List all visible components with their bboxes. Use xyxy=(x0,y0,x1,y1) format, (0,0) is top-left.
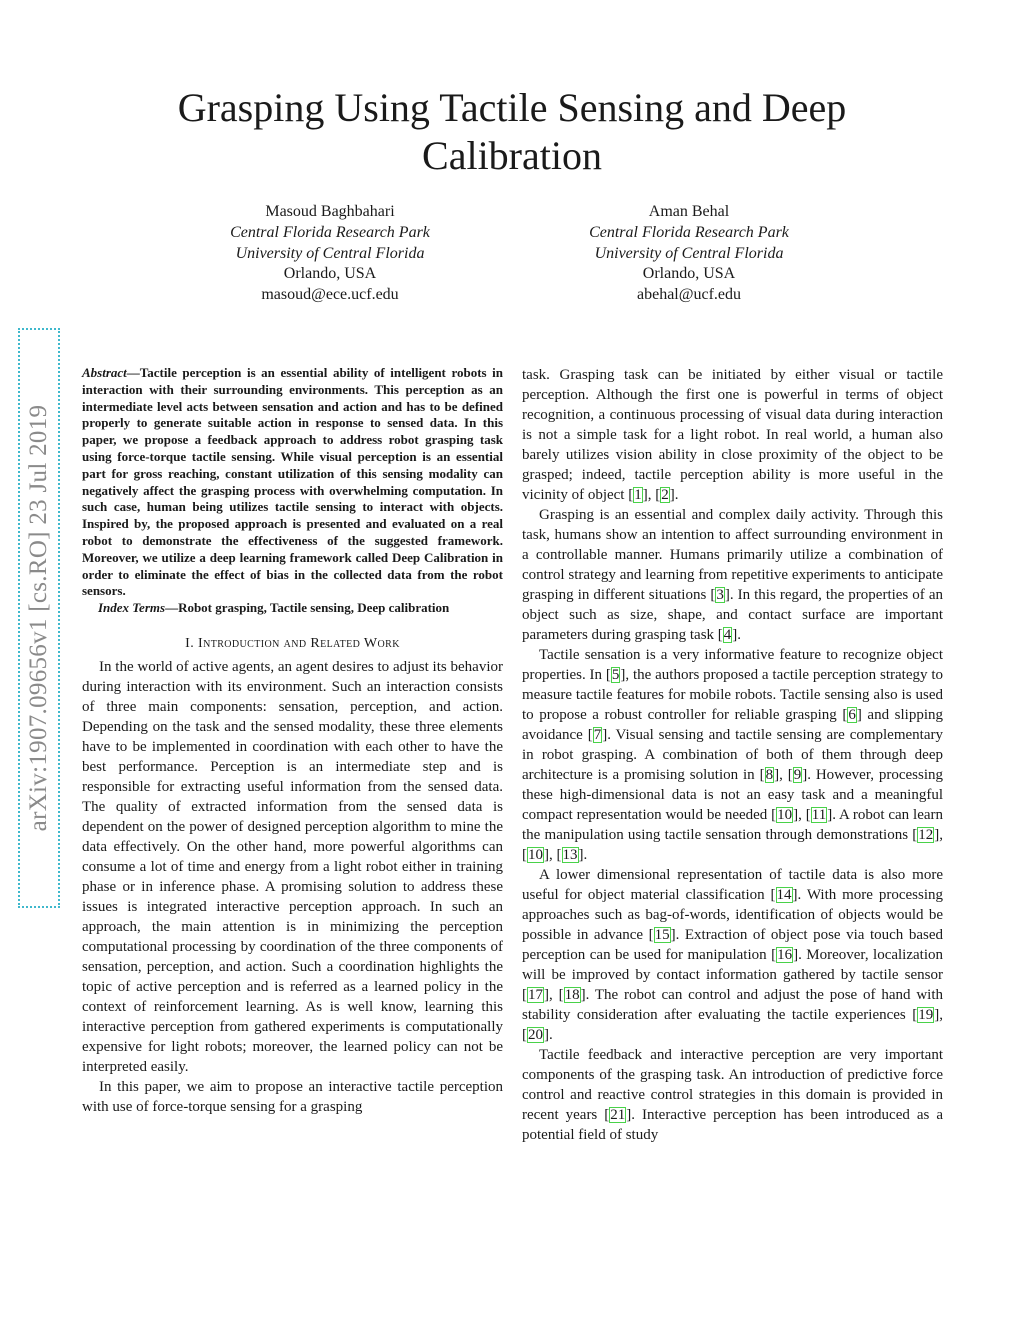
text-run: . xyxy=(674,487,679,503)
section-heading xyxy=(82,635,503,653)
text-run: . Visual sensing and tactile sensing are complementary in robot grasping. A combination of both of them through deep architecture is a promising solution in xyxy=(522,727,943,783)
citation-link[interactable]: 13 xyxy=(562,847,578,863)
index-terms xyxy=(82,600,503,617)
text-run: , xyxy=(647,487,656,503)
citation-link[interactable]: 10 xyxy=(777,807,793,823)
text-run: . In this regard, the properties of an object such as size, shape, and contact surface are important parameters during grasping task xyxy=(522,587,943,643)
citation-link[interactable]: 8 xyxy=(765,767,774,783)
text-run: , xyxy=(798,807,806,823)
text-run: . With more processing approaches such as bag-of-words, identification of objects would be possible in advance xyxy=(522,887,943,943)
section-number: I. xyxy=(185,635,195,651)
text-run: Tactile sensation is a very informative feature to recognize object properties. In xyxy=(522,647,943,683)
citation-link[interactable]: 18 xyxy=(564,987,580,1003)
author-location: Orlando, USA xyxy=(642,265,736,283)
author-block-2 xyxy=(529,202,849,306)
abstract-text: —Tactile perception is an essential ability of intelligent robots in interaction with their surrounding environments. This perception as an intermediate level acts between sensation and action and has to be defined properly to generate suitable action in response to sensed data. In this paper, we propose a feedback approach to address robot grasping task using force-torque tactile sensing. While visual perception is an essential part for gross reaching, constant utilization of this sensing modality can negatively affect the grasping process with overwhelming computation. In such case, human being utilizes tactile sensing to interact with objects. Inspired by, the proposed approach is presented and evaluated on a real robot to demonstrate the effectiveness of the suggested framework. Moreover, we utilize a deep learning framework called Deep Calibration in order to eliminate the effect of bias in the collected data from the robot sensors. xyxy=(82,365,503,599)
author-name: Masoud Baghbahari xyxy=(265,203,395,220)
text-run: . Moreover, localization will be improved by contact information gathered by tactile sensor xyxy=(522,947,943,983)
citation-link[interactable]: 10 xyxy=(528,847,543,863)
text-run: . The robot can control and adjust the pose of hand with stability consideration after evaluating the tactile experiences xyxy=(522,987,943,1023)
text-run: , xyxy=(549,847,557,863)
text-run: Grasping is an essential and complex daily activity. Through this task, humans show an intention to affect surrounding environment in a controllable manner. Humans primarily utilize a combination of control strategy and learning from repetitive experiments to anticipate grasping in different situations xyxy=(522,507,943,603)
section-title: Introduction and Related Work xyxy=(198,635,400,651)
author-email: masoud@ece.ucf.edu xyxy=(261,286,399,304)
author-affiliation: Central Florida Research Park xyxy=(589,223,789,241)
citation-link[interactable]: 21 xyxy=(610,1107,626,1123)
citation-link[interactable]: 4 xyxy=(723,627,732,643)
text-run: , xyxy=(549,987,559,1003)
author-affiliation: University of Central Florida xyxy=(594,244,784,262)
citation-link[interactable]: 2 xyxy=(661,487,669,503)
paper-title: Grasping Using Tactile Sensing and Deep Calibration xyxy=(177,85,847,178)
author-affiliation: Central Florida Research Park xyxy=(230,223,430,241)
text-run: , xyxy=(779,767,788,783)
arxiv-stamp[interactable] xyxy=(18,328,60,908)
text-run: . Extraction of object pose via touch based perception can be used for manipulation xyxy=(522,927,943,963)
text-run: A lower dimensional representation of tactile data is also more useful for object material classification xyxy=(522,867,943,903)
right-column xyxy=(522,365,943,1145)
author-affiliation: University of Central Florida xyxy=(235,244,425,262)
index-terms-label: Index Terms xyxy=(98,600,166,616)
citation-link[interactable]: 15 xyxy=(654,927,670,943)
text-run: . However, processing these high-dimensional data is not an easy task and a meaningful compact representation would be needed xyxy=(522,767,944,823)
text-run: task. Grasping task can be initiated by either visual or tactile perception. Although the first one is powerful in terms of object recognition, a continuous processing of visual data during interaction is not a simple task for a light robot. In real world, a human also barely utilizes vision ability in close proximity of the object to be grasped; indeed, tactile perception ability is more useful in the vicinity of object xyxy=(522,367,943,503)
citation-link[interactable]: 9 xyxy=(793,767,802,783)
author-block-1 xyxy=(170,202,490,306)
text-run: . xyxy=(549,1027,553,1043)
paragraph-continued: task. Grasping task can be initiated by either visual or tactile perception. Although the first one is powerful in terms of object recognition, a continuous processing of visual data during interaction is not a simple task for a light robot. In real world, a human also barely utilizes vision ability in close proximity of the object to be grasped; indeed, tactile perception ability is more useful in the vicinity of object [1], [2]. xyxy=(522,367,943,503)
citation-link[interactable]: 1 xyxy=(634,487,642,503)
author-email: abehal@ucf.edu xyxy=(636,286,741,304)
citation-link[interactable]: 12 xyxy=(918,827,934,843)
citation-link[interactable]: 6 xyxy=(848,707,856,723)
left-column xyxy=(82,365,503,1117)
author-name: Aman Behal xyxy=(648,203,730,220)
text-run: , xyxy=(939,1007,943,1023)
text-run: , xyxy=(939,827,943,843)
author-location: Orlando, USA xyxy=(283,265,377,283)
intro-paragraph-2: In this paper, we aim to propose an interactive tactile perception with use of force-torque sensing for a grasping xyxy=(82,1078,503,1115)
citation-link[interactable]: 16 xyxy=(777,947,793,963)
paragraph-tactile-sensation: Tactile sensation is a very informative feature to recognize object properties. In [5], the authors proposed a tactile perception strategy to measure tactile features for mobile robots. Tactile sensing also is used to propose a robust controller for reliable grasping [6] and slipping avoidance [7]. Visual sensing and tactile sensing are complementary in robot grasping. A combination of both of them through deep architecture is a promising solution in [8], [9]. However, processing these high-dimensional data is not an easy task and a meaningful compact representation would be needed [10], [11]. A robot can learn the manipulation using tactile sensation through demonstrations [12], [10], [13]. xyxy=(522,647,944,863)
text-run: and slipping avoidance xyxy=(522,707,943,743)
citation-link[interactable]: 17 xyxy=(528,987,543,1003)
text-run: , the authors proposed a tactile perception strategy to measure tactile features for mobile robots. Tactile sensing also is used to propose a robust controller for reliable grasping xyxy=(522,667,943,723)
citation-link[interactable]: 20 xyxy=(528,1027,543,1043)
text-run: . Interactive perception has been introduced as a potential field of study xyxy=(522,1107,943,1143)
text-run: . A robot can learn the manipulation using tactile sensation through demonstrations xyxy=(522,807,944,843)
citation-link[interactable]: 14 xyxy=(776,887,792,903)
citation-link[interactable]: 5 xyxy=(611,667,620,683)
paragraph-tactile-feedback: Tactile feedback and interactive perception are very important components of the grasping task. An introduction of predictive force control and reactive control strategies in this domain is provided in recent years [21]. Interactive perception has been introduced as a potential field of study xyxy=(522,1047,943,1143)
index-terms-text: —Robot grasping, Tactile sensing, Deep calibration xyxy=(165,600,450,616)
text-run: Tactile feedback and interactive perception are very important components of the grasping task. An introduction of predictive force control and reactive control strategies in this domain is provided in recent years xyxy=(522,1047,943,1123)
paragraph-lower-dimensional: A lower dimensional representation of tactile data is also more useful for object material classification [14]. With more processing approaches such as bag-of-words, identification of objects would be possible in advance [15]. Extraction of object pose via touch based perception can be used for manipulation [16]. Moreover, localization will be improved by contact information gathered by tactile sensor [17], [18]. The robot can control and adjust the pose of hand with stability consideration after evaluating the tactile experiences [19], [20]. xyxy=(522,867,943,1043)
intro-paragraph-1: In the world of active agents, an agent desires to adjust its behavior during interaction with its environment. Such an interaction consists of three main components: sensation, perception, and action. Depending on the task and the sensed modality, these three elements have to be implemented in coordination with each other to have the best performance. Perception is an intermediate step and is responsible for extracting useful information from the sensed data. The quality of extracted information from the sensed data is dependent on the power of designed perception algorithm to mine the data effectively. On the other hand, more powerful algorithms can consume a lot of time and energy from a light robot either in training phase or in inference phase. A promising solution to address these issues is integrated interactive perception approach. In such an approach, the main attention is in minimizing the perception computational processing by coordination of the three components of sensation, perception, and action. Such a coordination highlights the topic of active perception and is referred as a learned policy in the context of reinforcement learning. As is well know, learning this interactive perception from gathered experiments is computationally expensive for light robots; moreover, the learned policy can not be interpreted easily. xyxy=(82,658,503,1075)
citation-link[interactable]: 7 xyxy=(593,727,602,743)
citation-link[interactable]: 11 xyxy=(811,807,827,823)
abstract xyxy=(82,365,503,600)
abstract-label: Abstract xyxy=(82,365,127,380)
citation-link[interactable]: 19 xyxy=(918,1007,934,1023)
citation-link[interactable]: 3 xyxy=(716,587,724,603)
arxiv-identifier: arXiv:1907.09656v1 [cs.RO] 23 Jul 2019 xyxy=(25,404,52,832)
paragraph-grasping: Grasping is an essential and complex daily activity. Through this task, humans show an intention to affect surrounding environment in a controllable manner. Humans primarily utilize a combination of control strategy and learning from repetitive experiments to anticipate grasping in different situations [3]. In this regard, the properties of an object such as size, shape, and contact surface are important parameters during grasping task [4]. xyxy=(522,507,943,643)
text-run: . xyxy=(737,627,742,643)
text-run: . xyxy=(583,847,588,863)
